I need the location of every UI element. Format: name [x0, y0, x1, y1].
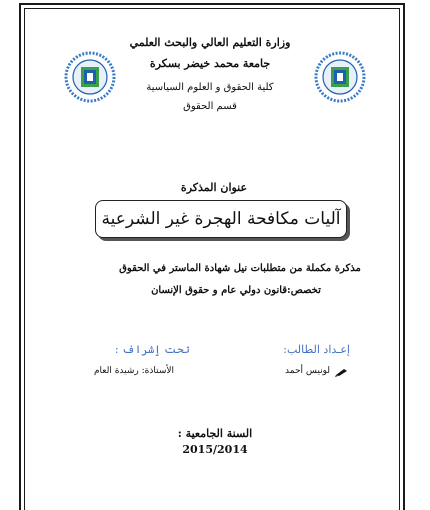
- academic-year-label: السنة الجامعية :: [177, 427, 253, 440]
- memo-title: آليات مكافحة الهجرة غير الشرعية: [101, 209, 341, 229]
- memo-title-box: [95, 200, 347, 238]
- degree-purpose: مذكرة مكملة من متطلبات نيل شهادة الماستر في الحقوق: [119, 263, 361, 274]
- academic-year-value: 2015/2014: [182, 443, 248, 456]
- student-name: لونيس أحمد: [285, 366, 330, 376]
- supervised-by-label: تحت ٳشراف :: [114, 343, 190, 356]
- university-emblem-icon: [314, 51, 366, 103]
- specialty: تخصص:قانون دولي عام و حقوق الإنسان: [151, 285, 321, 296]
- university-emblem-icon: [64, 51, 116, 103]
- department-name: قسم الحقوق: [183, 101, 237, 112]
- pen-icon: [335, 367, 349, 377]
- memo-heading: عنوان المذكرة: [180, 181, 248, 194]
- prepared-by-label: إعـداد الطالب:: [283, 343, 350, 356]
- faculty-name: كلية الحقوق و العلوم السياسية: [146, 82, 274, 93]
- university-name: جامعة محمد خيضر بسكرة: [149, 57, 271, 70]
- ministry-name: وزارة التعليم العالي والبحث العلمي: [129, 36, 291, 49]
- supervisor-name: الأستاذة: رشيدة العام: [93, 366, 174, 376]
